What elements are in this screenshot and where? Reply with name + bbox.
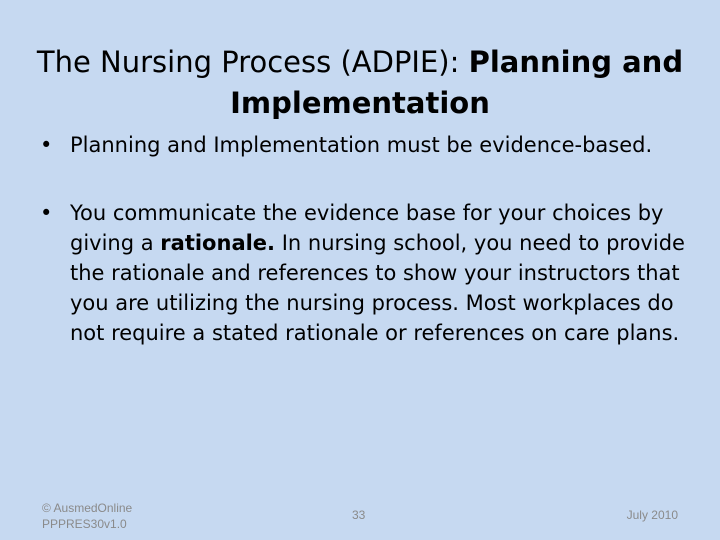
footer-code: PPPRES30v1.0 [42,517,127,531]
bullet-text-2-post: In nursing school, you need to provide the rationale and references to show your instructors that you are utilizing the nursing process. Most workplaces do not require a stated rationale or references on care plans. [70,231,685,345]
slide-title-bold: Planning and Implementation [230,45,684,120]
footer-copyright: © AusmedOnline [42,501,133,515]
bullet-item-1 [40,130,700,160]
bullet-marker: • [40,201,53,225]
footer-left [42,500,132,532]
bullet-text-2-bold: rationale. [160,231,276,255]
slide-title [30,42,690,124]
bullet-text-2-pre: You communicate the evidence base for your choices by giving a [70,201,664,255]
slide-title-normal: The Nursing Process (ADPIE): [36,45,469,79]
footer-page-number: 33 [352,508,366,522]
bullet-list [40,130,700,348]
bullet-item-2 [40,198,700,348]
footer-date: July 2010 [626,508,678,522]
bullet-text-1: Planning and Implementation must be evidence-based. [70,133,653,157]
bullet-marker: • [40,133,53,157]
